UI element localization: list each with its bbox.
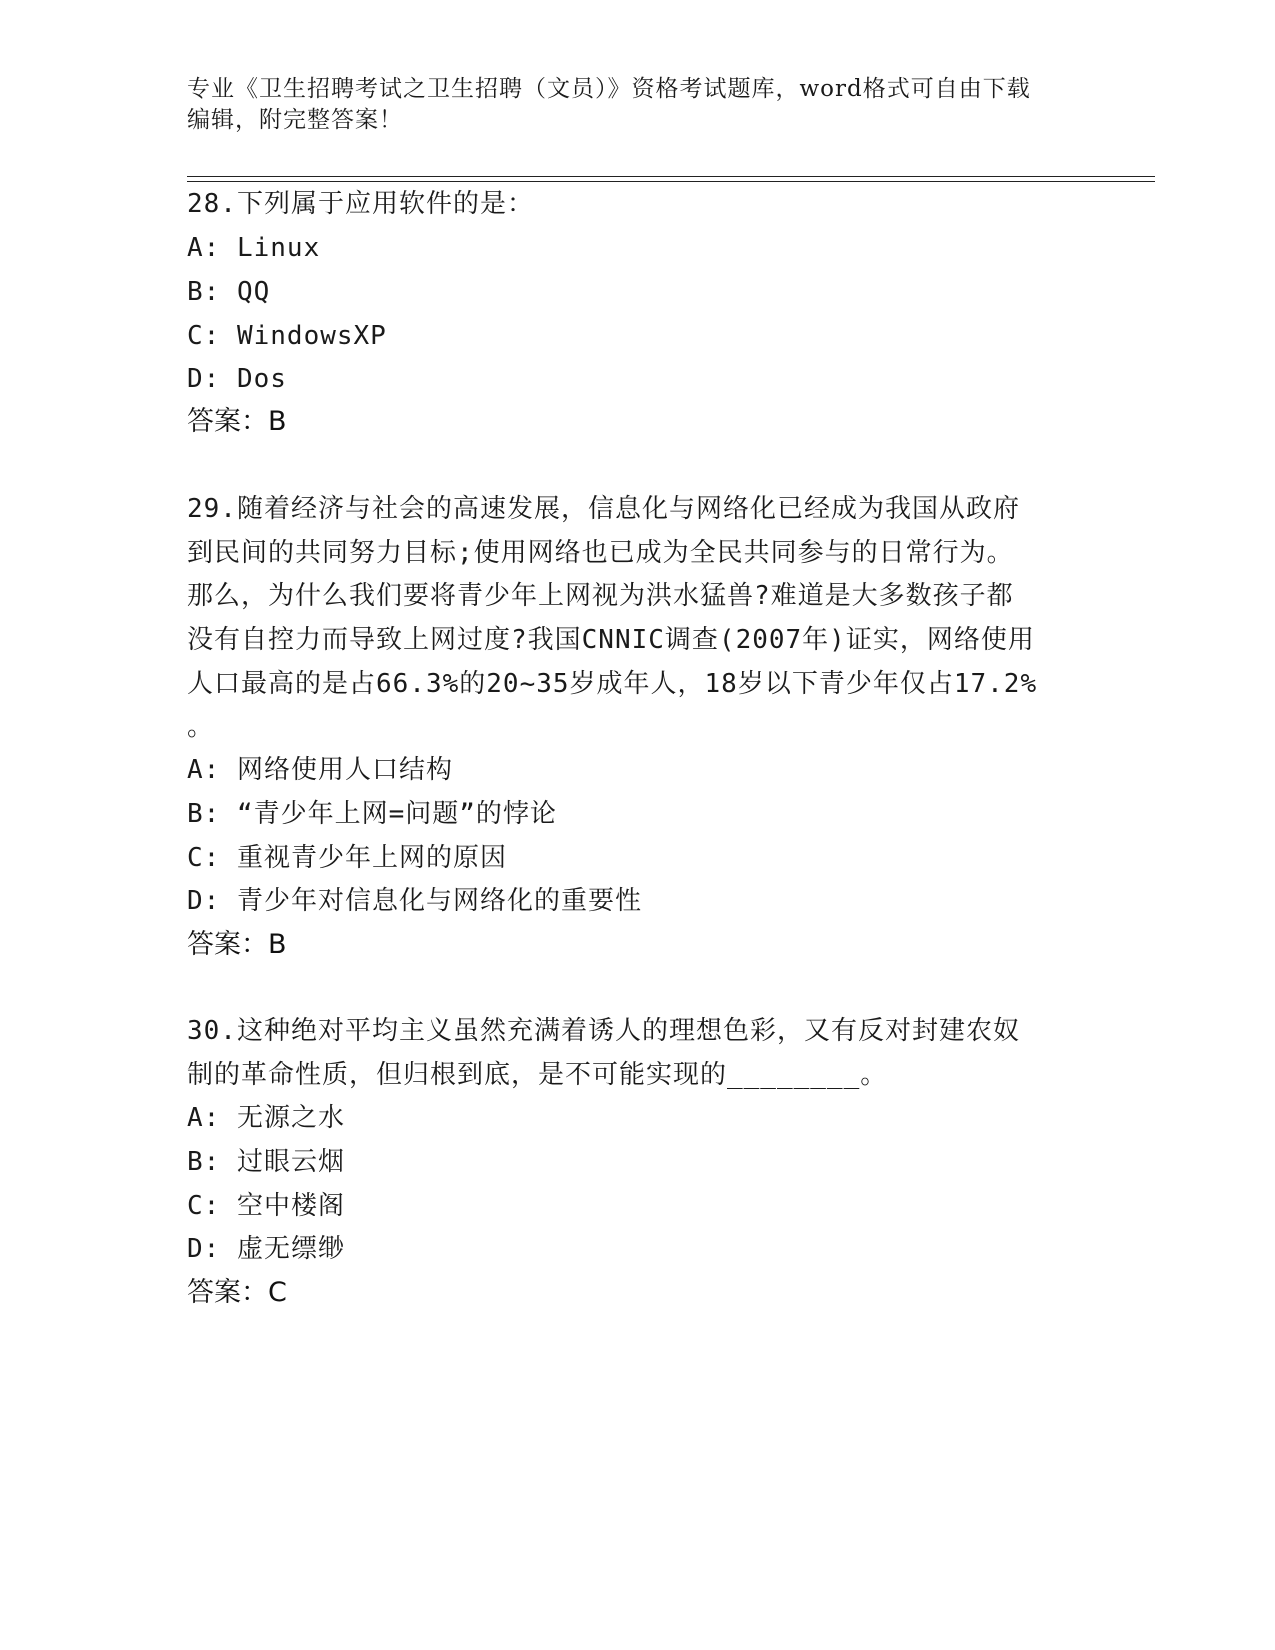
option-b: B: QQ [187, 277, 271, 307]
header-line-1: 专业《卫生招聘考试之卫生招聘（文员）》资格考试题库，word格式可自由下载 [187, 76, 1031, 102]
header-divider-top [187, 176, 1155, 177]
document-header [187, 74, 1087, 136]
option-c: C: 空中楼阁 [187, 1191, 345, 1221]
question-stem-line: 30.这种绝对平均主义虽然充满着诱人的理想色彩，又有反对封建农奴 [187, 1016, 1020, 1046]
option-a: A: 无源之水 [187, 1103, 345, 1133]
question-stem-line: 人口最高的是占66.3%的20~35岁成年人，18岁以下青少年仅占17.2% [187, 669, 1038, 699]
option-d: D: Dos [187, 364, 287, 394]
answer-label: 答案：B [187, 406, 287, 437]
question-stem-line: 29.随着经济与社会的高速发展，信息化与网络化已经成为我国从政府 [187, 494, 1020, 524]
option-a: A: 网络使用人口结构 [187, 755, 453, 785]
option-d: D: 青少年对信息化与网络化的重要性 [187, 886, 642, 916]
option-d: D: 虚无缥缈 [187, 1234, 345, 1264]
question-stem-line: 到民间的共同努力目标;使用网络也已成为全民共同参与的日常行为。 [187, 538, 1014, 568]
question-stem-line: 没有自控力而导致上网过度?我国CNNIC调查(2007年)证实，网络使用 [187, 625, 1035, 655]
option-b: B: “青少年上网=问题”的悖论 [187, 799, 557, 829]
question-stem-line: 。 [187, 712, 215, 742]
header-divider-bottom [187, 181, 1155, 182]
question-stem: 28.下列属于应用软件的是： [187, 189, 534, 219]
option-b: B: 过眼云烟 [187, 1147, 345, 1177]
header-line-2: 编辑，附完整答案！ [187, 107, 403, 133]
option-c: C: WindowsXP [187, 321, 387, 351]
answer-label: 答案：C [187, 1277, 287, 1308]
answer-label: 答案：B [187, 929, 287, 960]
question-stem-line: 制的革命性质，但归根到底，是不可能实现的________。 [187, 1060, 888, 1090]
option-a: A: Linux [187, 233, 321, 263]
question-stem-line: 那么，为什么我们要将青少年上网视为洪水猛兽?难道是大多数孩子都 [187, 581, 1014, 611]
option-c: C: 重视青少年上网的原因 [187, 843, 507, 873]
